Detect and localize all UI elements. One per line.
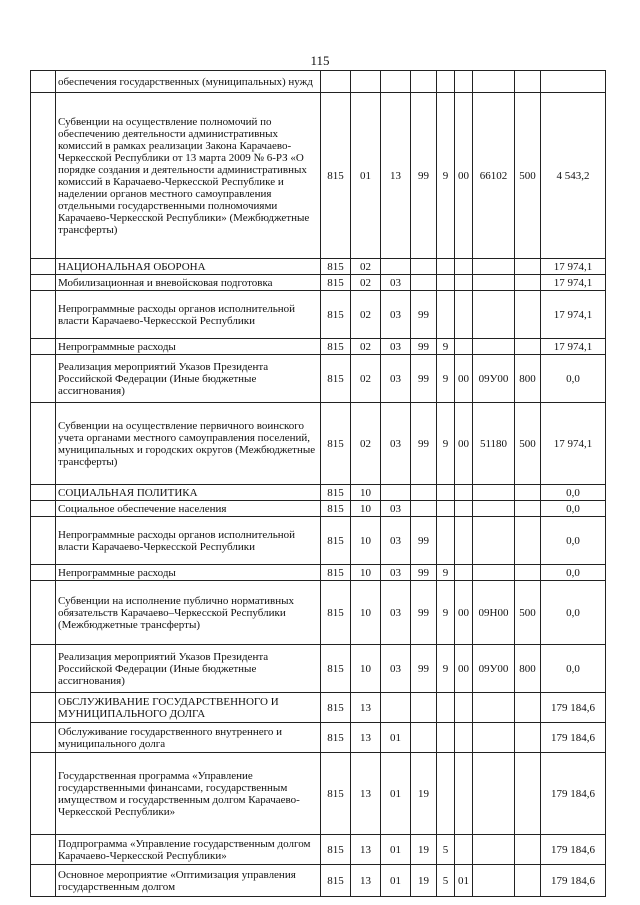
ministry-cell: 815 bbox=[321, 723, 351, 753]
subprogram-cell: 9 bbox=[437, 645, 455, 693]
name-cell: Непрограммные расходы bbox=[56, 339, 321, 355]
ministry-cell: 815 bbox=[321, 693, 351, 723]
expense-code-cell: 09У00 bbox=[473, 645, 515, 693]
program-cell: 19 bbox=[411, 865, 437, 897]
row-number-cell bbox=[31, 93, 56, 259]
program-cell bbox=[411, 693, 437, 723]
amount-cell: 0,0 bbox=[541, 517, 606, 565]
type-cell bbox=[515, 517, 541, 565]
subprogram-cell bbox=[437, 71, 455, 93]
table-row bbox=[31, 517, 606, 565]
subsection-cell bbox=[381, 693, 411, 723]
ministry-cell: 815 bbox=[321, 275, 351, 291]
subprogram-cell: 9 bbox=[437, 339, 455, 355]
expense-code-cell bbox=[473, 835, 515, 865]
amount-cell: 0,0 bbox=[541, 565, 606, 581]
table-row bbox=[31, 693, 606, 723]
row-number-cell bbox=[31, 291, 56, 339]
table-row bbox=[31, 645, 606, 693]
table-row bbox=[31, 339, 606, 355]
expense-code-cell bbox=[473, 71, 515, 93]
subsection-cell: 03 bbox=[381, 275, 411, 291]
section-cell: 13 bbox=[351, 865, 381, 897]
amount-cell bbox=[541, 71, 606, 93]
program-cell: 99 bbox=[411, 93, 437, 259]
amount-cell: 0,0 bbox=[541, 355, 606, 403]
subprogram-cell: 5 bbox=[437, 835, 455, 865]
name-cell: СОЦИАЛЬНАЯ ПОЛИТИКА bbox=[56, 485, 321, 501]
row-number-cell bbox=[31, 693, 56, 723]
direction-cell bbox=[455, 291, 473, 339]
program-cell: 99 bbox=[411, 403, 437, 485]
expense-code-cell bbox=[473, 753, 515, 835]
subprogram-cell: 9 bbox=[437, 565, 455, 581]
section-cell: 10 bbox=[351, 645, 381, 693]
type-cell bbox=[515, 501, 541, 517]
section-cell: 10 bbox=[351, 501, 381, 517]
section-cell: 02 bbox=[351, 339, 381, 355]
subprogram-cell: 9 bbox=[437, 355, 455, 403]
name-cell: Непрограммные расходы органов исполнительной власти Карачаево-Черкесской Республики bbox=[56, 517, 321, 565]
budget-table bbox=[30, 70, 606, 897]
table-row bbox=[31, 403, 606, 485]
row-number-cell bbox=[31, 71, 56, 93]
subprogram-cell bbox=[437, 517, 455, 565]
subprogram-cell bbox=[437, 693, 455, 723]
ministry-cell: 815 bbox=[321, 581, 351, 645]
type-cell bbox=[515, 865, 541, 897]
program-cell: 99 bbox=[411, 517, 437, 565]
ministry-cell: 815 bbox=[321, 291, 351, 339]
section-cell: 13 bbox=[351, 753, 381, 835]
subsection-cell bbox=[381, 485, 411, 501]
name-cell: Непрограммные расходы bbox=[56, 565, 321, 581]
type-cell bbox=[515, 485, 541, 501]
table-row bbox=[31, 865, 606, 897]
subsection-cell: 03 bbox=[381, 645, 411, 693]
ministry-cell: 815 bbox=[321, 259, 351, 275]
table-row bbox=[31, 501, 606, 517]
subprogram-cell bbox=[437, 291, 455, 339]
subsection-cell bbox=[381, 71, 411, 93]
amount-cell: 179 184,6 bbox=[541, 753, 606, 835]
subsection-cell: 03 bbox=[381, 291, 411, 339]
program-cell bbox=[411, 71, 437, 93]
section-cell: 10 bbox=[351, 517, 381, 565]
type-cell bbox=[515, 835, 541, 865]
subsection-cell: 03 bbox=[381, 403, 411, 485]
program-cell bbox=[411, 501, 437, 517]
type-cell: 500 bbox=[515, 581, 541, 645]
row-number-cell bbox=[31, 645, 56, 693]
subsection-cell: 01 bbox=[381, 865, 411, 897]
type-cell bbox=[515, 259, 541, 275]
name-cell: Непрограммные расходы органов исполнительной власти Карачаево-Черкесской Республики bbox=[56, 291, 321, 339]
subprogram-cell bbox=[437, 753, 455, 835]
amount-cell: 0,0 bbox=[541, 645, 606, 693]
direction-cell: 00 bbox=[455, 403, 473, 485]
expense-code-cell bbox=[473, 723, 515, 753]
subsection-cell: 01 bbox=[381, 753, 411, 835]
subprogram-cell: 5 bbox=[437, 865, 455, 897]
table-row bbox=[31, 723, 606, 753]
type-cell bbox=[515, 565, 541, 581]
table-row bbox=[31, 291, 606, 339]
amount-cell: 179 184,6 bbox=[541, 835, 606, 865]
subsection-cell: 03 bbox=[381, 517, 411, 565]
type-cell bbox=[515, 339, 541, 355]
expense-code-cell: 09У00 bbox=[473, 355, 515, 403]
expense-code-cell bbox=[473, 291, 515, 339]
subsection-cell bbox=[381, 259, 411, 275]
row-number-cell bbox=[31, 259, 56, 275]
program-cell bbox=[411, 723, 437, 753]
name-cell: Субвенции на исполнение публично нормативных обязательств Карачаево–Черкесской Республики (Межбюджетные трансферты) bbox=[56, 581, 321, 645]
program-cell bbox=[411, 259, 437, 275]
subsection-cell: 03 bbox=[381, 565, 411, 581]
amount-cell: 0,0 bbox=[541, 485, 606, 501]
type-cell bbox=[515, 275, 541, 291]
expense-code-cell: 51180 bbox=[473, 403, 515, 485]
subsection-cell: 03 bbox=[381, 501, 411, 517]
type-cell bbox=[515, 723, 541, 753]
ministry-cell: 815 bbox=[321, 645, 351, 693]
program-cell: 19 bbox=[411, 835, 437, 865]
row-number-cell bbox=[31, 835, 56, 865]
type-cell bbox=[515, 291, 541, 339]
row-number-cell bbox=[31, 517, 56, 565]
program-cell: 99 bbox=[411, 355, 437, 403]
subprogram-cell bbox=[437, 501, 455, 517]
subsection-cell: 01 bbox=[381, 835, 411, 865]
name-cell: Субвенции на осуществление первичного воинского учета органами местного самоуправления поселений, муниципальных и городских округов (Межбюджетные трансферты) bbox=[56, 403, 321, 485]
table-row bbox=[31, 565, 606, 581]
row-number-cell bbox=[31, 501, 56, 517]
name-cell: НАЦИОНАЛЬНАЯ ОБОРОНА bbox=[56, 259, 321, 275]
direction-cell bbox=[455, 259, 473, 275]
type-cell bbox=[515, 753, 541, 835]
row-number-cell bbox=[31, 581, 56, 645]
ministry-cell: 815 bbox=[321, 355, 351, 403]
section-cell: 02 bbox=[351, 403, 381, 485]
direction-cell bbox=[455, 501, 473, 517]
table-row bbox=[31, 71, 606, 93]
name-cell: Реализация мероприятий Указов Президента Российской Федерации (Иные бюджетные ассигнования) bbox=[56, 645, 321, 693]
subprogram-cell: 9 bbox=[437, 93, 455, 259]
section-cell: 02 bbox=[351, 291, 381, 339]
direction-cell bbox=[455, 753, 473, 835]
amount-cell: 17 974,1 bbox=[541, 339, 606, 355]
program-cell: 99 bbox=[411, 645, 437, 693]
table-row bbox=[31, 355, 606, 403]
subsection-cell: 13 bbox=[381, 93, 411, 259]
direction-cell bbox=[455, 723, 473, 753]
direction-cell bbox=[455, 339, 473, 355]
amount-cell: 17 974,1 bbox=[541, 259, 606, 275]
name-cell: ОБСЛУЖИВАНИЕ ГОСУДАРСТВЕННОГО И МУНИЦИПАЛЬНОГО ДОЛГА bbox=[56, 693, 321, 723]
section-cell bbox=[351, 71, 381, 93]
ministry-cell: 815 bbox=[321, 339, 351, 355]
amount-cell: 4 543,2 bbox=[541, 93, 606, 259]
direction-cell: 00 bbox=[455, 581, 473, 645]
type-cell: 800 bbox=[515, 355, 541, 403]
program-cell bbox=[411, 485, 437, 501]
program-cell: 99 bbox=[411, 581, 437, 645]
ministry-cell: 815 bbox=[321, 485, 351, 501]
subprogram-cell bbox=[437, 485, 455, 501]
subsection-cell: 01 bbox=[381, 723, 411, 753]
subprogram-cell bbox=[437, 259, 455, 275]
section-cell: 13 bbox=[351, 693, 381, 723]
expense-code-cell bbox=[473, 275, 515, 291]
name-cell: Основное мероприятие «Оптимизация управления государственным долгом bbox=[56, 865, 321, 897]
direction-cell bbox=[455, 275, 473, 291]
expense-code-cell bbox=[473, 565, 515, 581]
row-number-cell bbox=[31, 753, 56, 835]
table-row bbox=[31, 485, 606, 501]
ministry-cell: 815 bbox=[321, 835, 351, 865]
subprogram-cell: 9 bbox=[437, 403, 455, 485]
table-row bbox=[31, 93, 606, 259]
ministry-cell: 815 bbox=[321, 403, 351, 485]
row-number-cell bbox=[31, 339, 56, 355]
direction-cell: 00 bbox=[455, 355, 473, 403]
expense-code-cell bbox=[473, 339, 515, 355]
type-cell bbox=[515, 71, 541, 93]
amount-cell: 179 184,6 bbox=[541, 693, 606, 723]
ministry-cell: 815 bbox=[321, 93, 351, 259]
section-cell: 02 bbox=[351, 259, 381, 275]
name-cell: Обслуживание государственного внутреннего и муниципального долга bbox=[56, 723, 321, 753]
ministry-cell: 815 bbox=[321, 865, 351, 897]
name-cell: обеспечения государственных (муниципальных) нужд bbox=[56, 71, 321, 93]
expense-code-cell bbox=[473, 865, 515, 897]
amount-cell: 179 184,6 bbox=[541, 865, 606, 897]
expense-code-cell: 66102 bbox=[473, 93, 515, 259]
row-number-cell bbox=[31, 275, 56, 291]
section-cell: 02 bbox=[351, 275, 381, 291]
section-cell: 10 bbox=[351, 565, 381, 581]
section-cell: 13 bbox=[351, 835, 381, 865]
table-row bbox=[31, 275, 606, 291]
direction-cell: 00 bbox=[455, 93, 473, 259]
subsection-cell: 03 bbox=[381, 581, 411, 645]
name-cell: Социальное обеспечение населения bbox=[56, 501, 321, 517]
section-cell: 02 bbox=[351, 355, 381, 403]
section-cell: 10 bbox=[351, 485, 381, 501]
name-cell: Государственная программа «Управление государственными финансами, государственным имуществом и государственным долгом Карачаево-Черкесской Республики» bbox=[56, 753, 321, 835]
type-cell: 500 bbox=[515, 93, 541, 259]
amount-cell: 0,0 bbox=[541, 581, 606, 645]
section-cell: 13 bbox=[351, 723, 381, 753]
ministry-cell: 815 bbox=[321, 565, 351, 581]
expense-code-cell bbox=[473, 517, 515, 565]
subprogram-cell: 9 bbox=[437, 581, 455, 645]
subsection-cell: 03 bbox=[381, 355, 411, 403]
amount-cell: 179 184,6 bbox=[541, 723, 606, 753]
direction-cell bbox=[455, 517, 473, 565]
expense-code-cell bbox=[473, 485, 515, 501]
name-cell: Субвенции на осуществление полномочий по обеспечению деятельности административных комиссий в рамках реализации Закона Карачаево-Черкесской Республики от 13 марта 2009 № 6-РЗ «О порядке создания и деятельности административных комиссий в Карачаево-Черкесской Республике и наделении органов местного самоуправления отдельными государственными полномочиями Карачаево-Черкесской Республики» (Межбюджетные трансферты) bbox=[56, 93, 321, 259]
row-number-cell bbox=[31, 403, 56, 485]
direction-cell bbox=[455, 693, 473, 723]
expense-code-cell bbox=[473, 259, 515, 275]
table-row bbox=[31, 259, 606, 275]
ministry-cell: 815 bbox=[321, 753, 351, 835]
name-cell: Мобилизационная и вневойсковая подготовка bbox=[56, 275, 321, 291]
name-cell: Реализация мероприятий Указов Президента Российской Федерации (Иные бюджетные ассигнования) bbox=[56, 355, 321, 403]
program-cell: 99 bbox=[411, 339, 437, 355]
amount-cell: 17 974,1 bbox=[541, 275, 606, 291]
direction-cell bbox=[455, 835, 473, 865]
name-cell: Подпрограмма «Управление государственным долгом Карачаево-Черкесской Республики» bbox=[56, 835, 321, 865]
row-number-cell bbox=[31, 565, 56, 581]
direction-cell bbox=[455, 565, 473, 581]
type-cell: 800 bbox=[515, 645, 541, 693]
ministry-cell: 815 bbox=[321, 517, 351, 565]
amount-cell: 0,0 bbox=[541, 501, 606, 517]
table-row bbox=[31, 835, 606, 865]
amount-cell: 17 974,1 bbox=[541, 403, 606, 485]
amount-cell: 17 974,1 bbox=[541, 291, 606, 339]
program-cell: 19 bbox=[411, 753, 437, 835]
direction-cell bbox=[455, 71, 473, 93]
page-number: 115 bbox=[310, 53, 330, 68]
expense-code-cell bbox=[473, 501, 515, 517]
section-cell: 01 bbox=[351, 93, 381, 259]
ministry-cell bbox=[321, 71, 351, 93]
direction-cell: 01 bbox=[455, 865, 473, 897]
section-cell: 10 bbox=[351, 581, 381, 645]
expense-code-cell bbox=[473, 693, 515, 723]
expense-code-cell: 09Н00 bbox=[473, 581, 515, 645]
type-cell: 500 bbox=[515, 403, 541, 485]
row-number-cell bbox=[31, 485, 56, 501]
ministry-cell: 815 bbox=[321, 501, 351, 517]
row-number-cell bbox=[31, 865, 56, 897]
table-row bbox=[31, 753, 606, 835]
program-cell: 99 bbox=[411, 291, 437, 339]
subprogram-cell bbox=[437, 275, 455, 291]
program-cell bbox=[411, 275, 437, 291]
direction-cell: 00 bbox=[455, 645, 473, 693]
program-cell: 99 bbox=[411, 565, 437, 581]
type-cell bbox=[515, 693, 541, 723]
subsection-cell: 03 bbox=[381, 339, 411, 355]
row-number-cell bbox=[31, 355, 56, 403]
table-row bbox=[31, 581, 606, 645]
subprogram-cell bbox=[437, 723, 455, 753]
direction-cell bbox=[455, 485, 473, 501]
row-number-cell bbox=[31, 723, 56, 753]
